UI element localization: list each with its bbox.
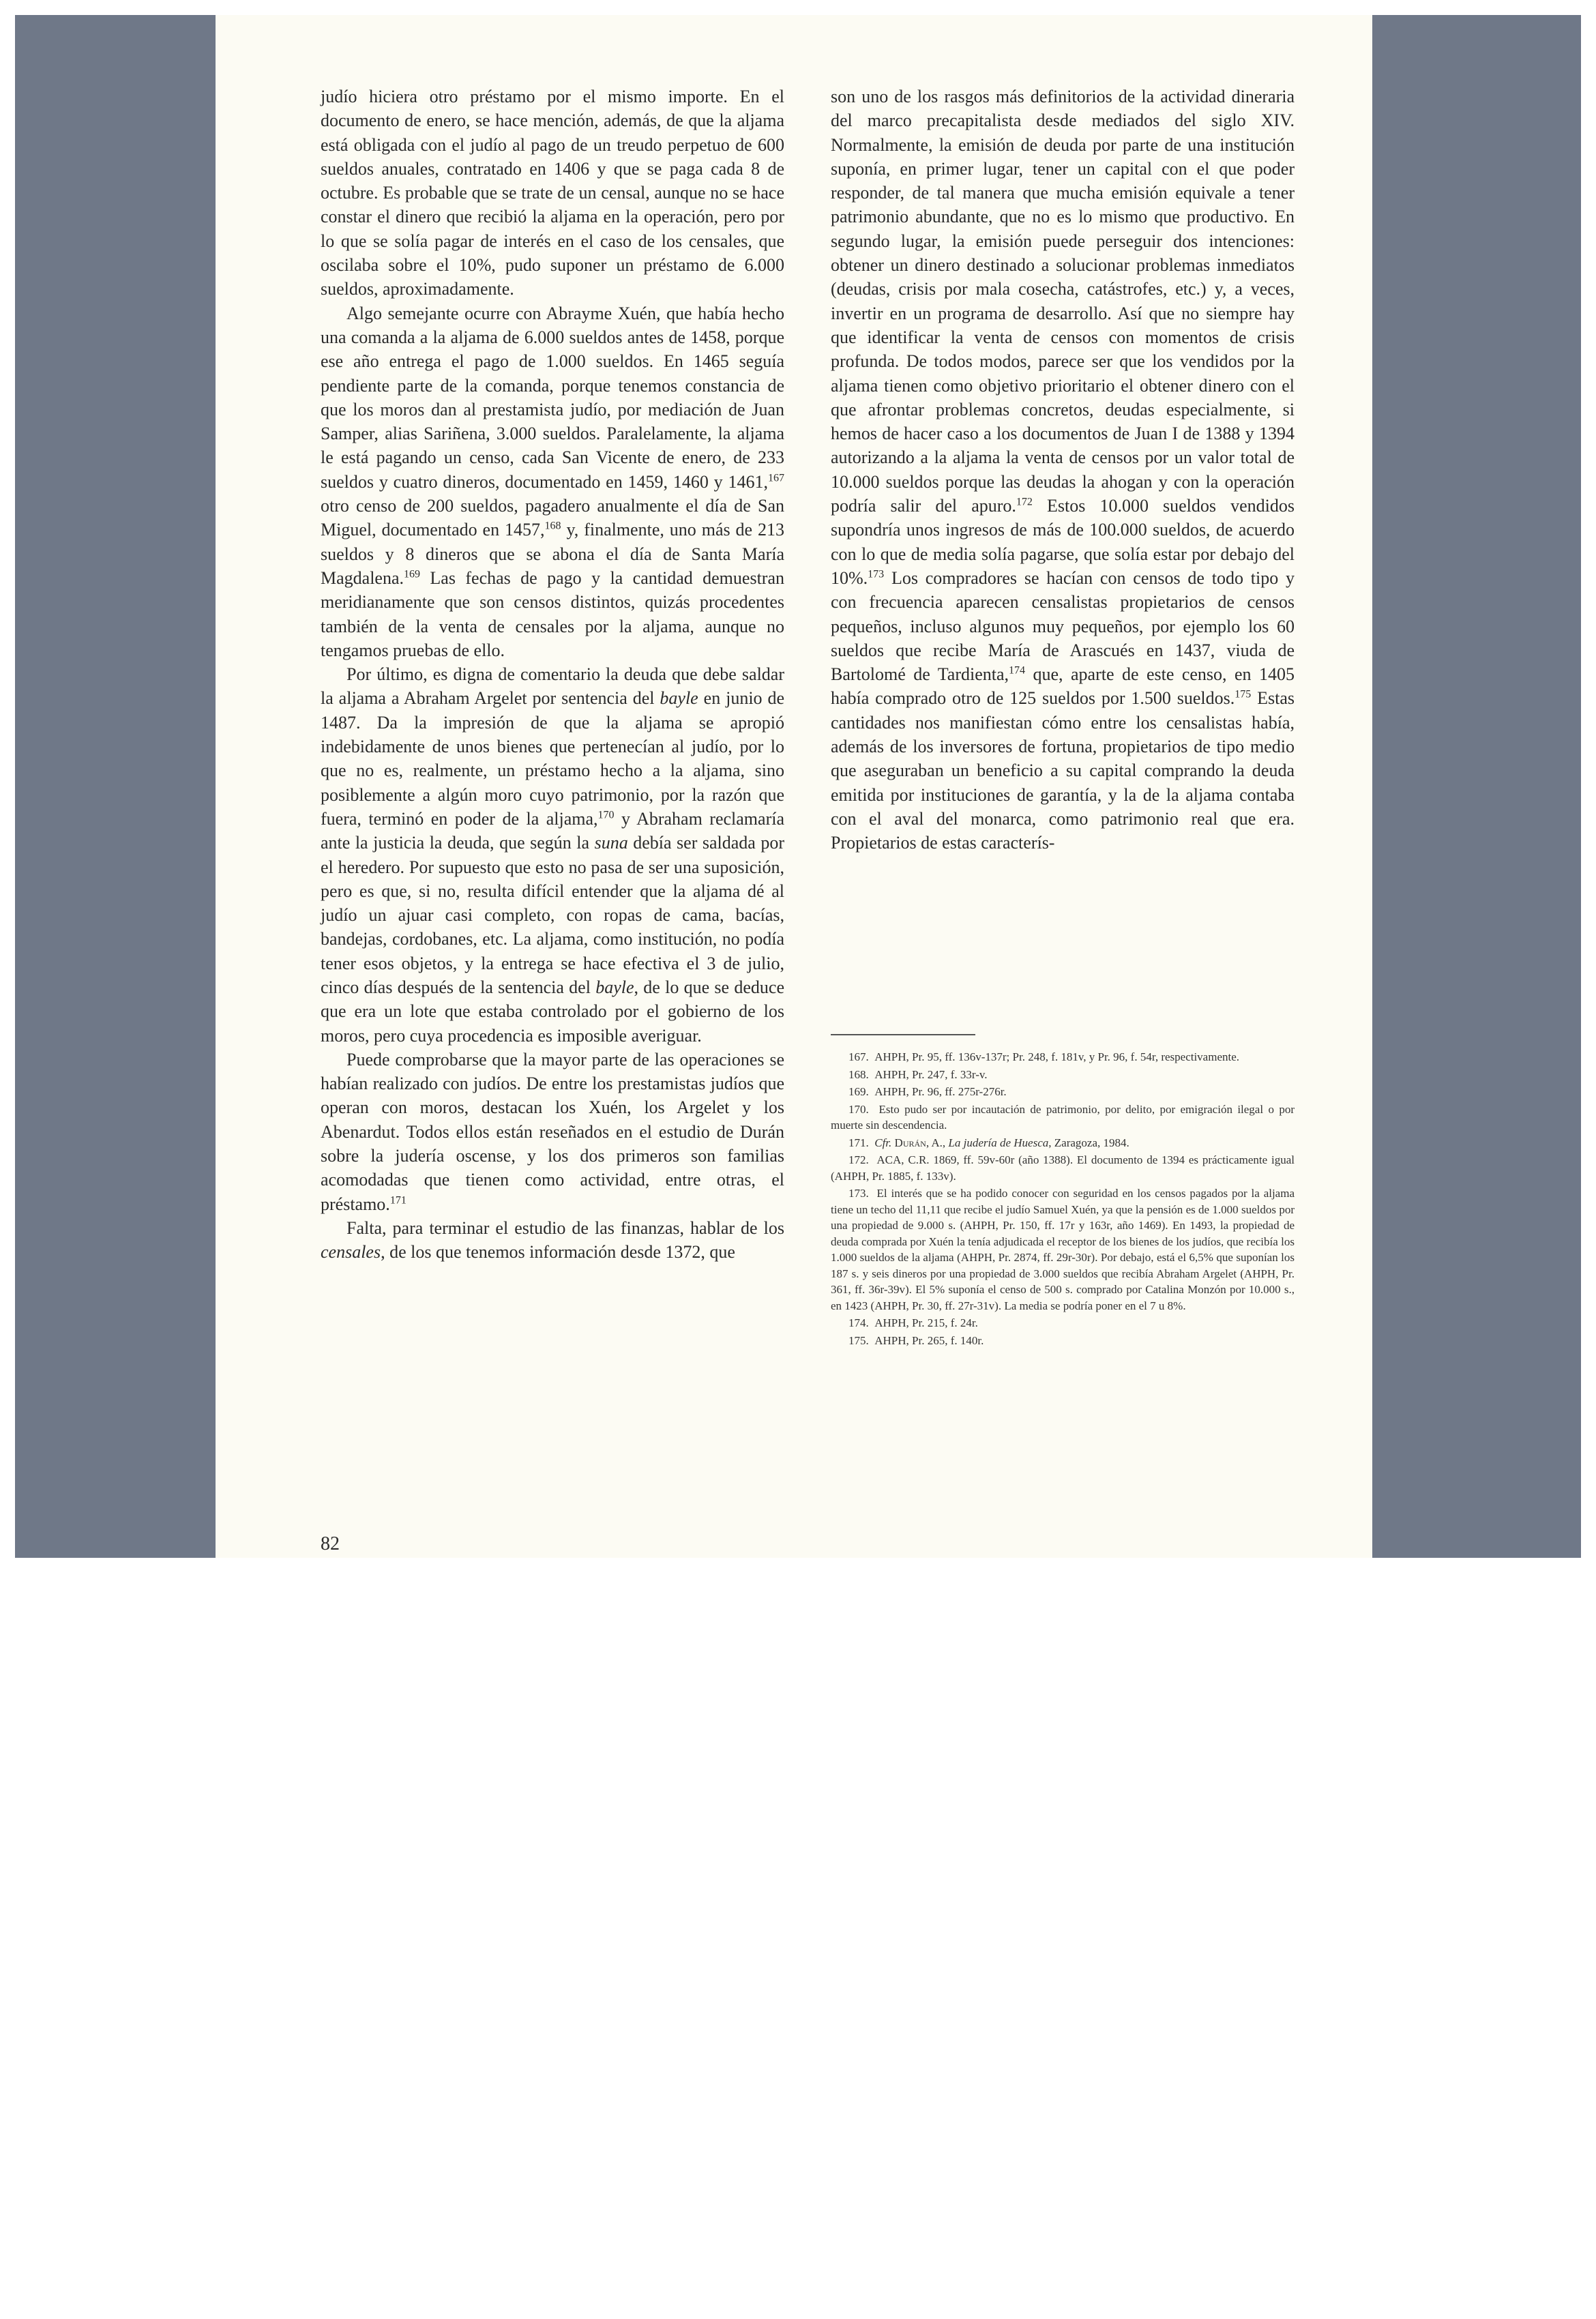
footnote-ref: 169 — [404, 568, 421, 580]
footnote-separator — [831, 1034, 975, 1035]
paragraph: Falta, para terminar el estudio de las finanzas, hablar de los censales, de los que tenemos información desde 1372, que — [321, 1217, 784, 1262]
right-column — [831, 85, 1295, 855]
book-page — [216, 15, 1372, 1558]
footnote-ref: 174 — [1009, 664, 1026, 677]
footnote-ref: 171 — [389, 1194, 407, 1206]
footnote-ref: 167 — [768, 472, 784, 484]
paragraph: Algo semejante ocurre con Abrayme Xuén, que había hecho una comanda a la aljama de 6.000 sueldos antes de 1458, porque ese año entrega el pago de 1.000 sueldos. En 1465 seguía pendiente parte de la comanda, porque tenemos constancia de que los moros dan al prestamista judío, por mediación de Juan Samper, alias Sariñena, 3.000 sueldos. Paralelamente, la aljama le está pagando un censo, cada San Vicente de enero, de 233 sueldos y cuatro dineros, documentado en 1459, 1460 y 1461,$^{167}$ otro censo de 200 sueldos, pagadero anualmente el día de San Miguel, documentado en 1457,$^{168}$ y, finalmente, uno más de 213 sueldos y 8 dineros que se abona el día de Santa María Magdalena.$^{169}$ Las fechas de pago y la cantidad demuestran meridianamente que son censos distintos, quizás procedentes también de la venta de censales por la aljama, aunque no tengamos pruebas de ello. — [321, 303, 785, 660]
paragraph: Por último, es digna de comentario la deuda que debe saldar la aljama a Abraham Argelet por sentencia del bayle en junio de 1487. Da la impresión de que la aljama se apropió indebidamente de unos bienes que pertenecían al judío, por lo que no es, realmente, un préstamo hecho a la aljama, sino posiblemente a algún moro cuyo patrimonio, por la razón que fuera, terminó en poder de la aljama,$^{170}$ y Abraham reclamaría ante la justicia la deuda, que según la suna debía ser saldada por el heredero. Por supuesto que esto no pasa de ser una suposición, pero es que, si no, resulta difícil entender que la aljama dé al judío un ajuar casi completo, con ropas de cama, bacías, bandejas, cordobanes, etc. La aljama, como institución, no podía tener esos objetos, y la entrega se hace efectiva el 3 de julio, cinco días después de la sentencia del bayle, de lo que se deduce que era un lote que estaba controlado por el gobierno de los moros, pero cuya procedencia es imposible averiguar. — [321, 664, 785, 1046]
footnote: 167. AHPH, Pr. 95, ff. 136v-137r; Pr. 248, f. 181v, y Pr. 96, f. 54r, respectivamente. — [848, 1050, 1240, 1063]
footnote: 174. AHPH, Pr. 215, f. 24r. — [848, 1316, 978, 1329]
footnote-ref: 175 — [1235, 688, 1252, 700]
footnote-ref: 170 — [597, 809, 615, 821]
footnote: 170. Esto pudo ser por incautación de patrimonio, por delito, por emigración ilegal o por muerte sin descendencia. — [831, 1102, 1295, 1132]
footnote: 172. ACA, C.R. 1869, ff. 59v-60r (año 1388). El documento de 1394 es prácticamente igual (AHPH, Pr. 1885, f. 133v). — [831, 1153, 1295, 1183]
paragraph: son uno de los rasgos más definitorios de la actividad dineraria del marco precapitalista desde mediados del siglo XIV. Normalmente, la emisión de deuda por parte de una institución suponía, en primer lugar, tener un capital con el que poder responder, de tal manera que mucha emisión equivale a tener patrimonio abundante, que no es lo mismo que productivo. En segundo lugar, la emisión puede perseguir dos intenciones: obtener un dinero destinado a solucionar problemas inmediatos (deudas, crisis por mala cosecha, catástrofes, etc.) y, a veces, invertir en un programa de desarrollo. Así que no siempre hay que identificar la venta de censos con momentos de crisis profunda. De todos modos, parece ser que los vendidos por la aljama tienen como objetivo prioritario el obtener dinero con el que afrontar problemas concretos, deudas especialmente, si hemos de hacer caso a los documentos de Juan I de 1388 y 1394 autorizando a la aljama la venta de censos por un valor total de 10.000 sueldos porque las deudas la ahogan y con la operación podría salir del apuro.$^{172}$ Estos 10.000 sueldos vendidos supondría unos ingresos de más de 100.000 sueldos, de acuerdo con lo que de media solía pagarse, que solía estar por debajo del 10%.$^{173}$ Los compradores se hacían con censos de todo tipo y con frecuencia aparecen censalistas propietarios de censos pequeños, incluso algunos muy pequeños, por ejemplo los 60 sueldos que recibe María de Arascués en 1437, viuda de Bartolomé de Tardienta,$^{174}$ que, aparte de este censo, en 1405 había comprado otro de 125 sueldos por 1.500 sueldos.$^{175}$ Estas cantidades nos manifiestan cómo entre los censalistas había, además de los inversores de fortuna, propietarios de tipo medio que aseguraban un beneficio a su capital comprando la deuda emitida por instituciones de garantía, y la de la aljama contaba con el aval del monarca, como patrimonio real que era. Propietarios de estas caracterís- — [831, 87, 1295, 853]
footnote: 175. AHPH, Pr. 265, f. 140r. — [848, 1333, 984, 1347]
page-number: 82 — [321, 1533, 340, 1554]
left-column — [321, 85, 784, 1265]
footnote-ref: 172 — [1016, 496, 1033, 508]
paragraph: Puede comprobarse que la mayor parte de las operaciones se habían realizado con judíos. De entre los prestamistas judíos que operan con moros, destacan los Xuén, los Argelet y los Abenardut. Todos ellos están reseñados en el estudio de Durán sobre la judería oscense, y los dos primeros son familias acomodadas que tienen como actividad, entre otras, el préstamo.$^{171}$ — [321, 1049, 784, 1214]
footnotes — [831, 1049, 1295, 1350]
footnote: 168. AHPH, Pr. 247, f. 33r-v. — [848, 1067, 988, 1081]
footnote: 173. El interés que se ha podido conocer con seguridad en los censos pagados por la aljama tiene un techo del 11,11 que recibe el judío Samuel Xuén, ya que la pensión es de 1.000 sueldos por una propiedad de 9.000 s. (AHPH, Pr. 150, ff. 17r y 163r, año 1469). En 1493, la propiedad de deuda comprada por Xuén la tenía adjudicada el receptor de los bienes de los judíos, que recibía los 1.000 sueldos de la aljama (AHPH, Pr. 2874, ff. 29r-30r). Por debajo, está el 6,5% que suponían los 187 s. y seis dineros por una propiedad de 3.000 sueldos que recibía Abraham Argelet (AHPH, Pr. 361, ff. 36r-39v). El 5% suponía el censo de 500 s. comprado por Catalina Monzón por 10.000 s., en 1423 (AHPH, Pr. 30, ff. 27r-31v). La media se podría poner en el 7 u 8%. — [831, 1187, 1295, 1312]
footnote: 169. AHPH, Pr. 96, ff. 275r-276r. — [848, 1085, 1007, 1098]
paragraph: judío hiciera otro préstamo por el mismo importe. En el documento de enero, se hace mención, además, de que la aljama está obligada con el judío al pago de un treudo perpetuo de 600 sueldos anuales, contratado en 1406 y que se paga cada 8 de octubre. Es probable que se trate de un censal, aunque no se hace constar el dinero que recibió la aljama en la operación, pero por lo que se solía pagar de interés en el caso de los censales, que oscilaba sobre el 10%, pudo suponer un préstamo de 6.000 sueldos, aproximadamente. — [321, 87, 784, 299]
footnote-ref: 168 — [544, 520, 561, 532]
footnote-ref: 173 — [868, 568, 885, 580]
footnote: 171. Cfr. Durán, A., La judería de Huesca, Zaragoza, 1984. — [848, 1136, 1129, 1149]
